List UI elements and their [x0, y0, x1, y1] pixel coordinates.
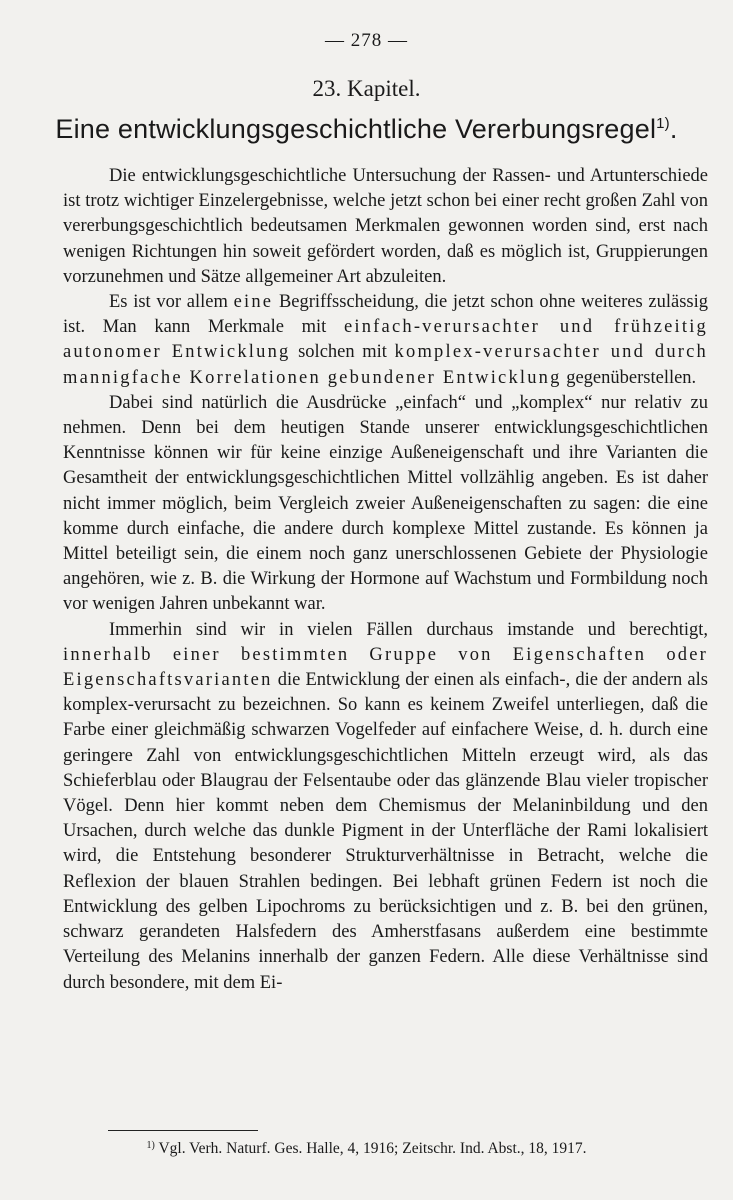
p2-text-c: Begriffsscheidung, die jetzt schon ohne weiteres zulässig ist. Man kann Merkmale mit — [63, 292, 708, 338]
footnote-text: Vgl. Verh. Naturf. Ges. Halle, 4, 1916; Zeitschr. Ind. Abst., 18, 1917. — [154, 1140, 587, 1157]
p4-text-c: die Entwicklung der einen als einfach-, die der andern als komplex-verursacht zu bezeichnen. So kann es keinem Zweifel unterliegen, daß die Farbe einer gleichmäßig schwarzen Vogelfeder auf einfachere Weise, d. h. durch eine geringere Zahl von entwicklungsgeschichtlichen Mitteln erzeugt wird, als das Schieferblau oder Blaugrau der Felsentaube oder das glänzende Blau vieler tropischer Vögel. Denn hier kommt neben dem Chemismus der Melaninbildung und den Ursachen, durch welche das dunkle Pigment in der Unterfläche der Rami lokalisiert wird, die Entstehung besonderer Strukturverhältnisse in Betracht, welche die Reflexion der blauen Strahlen bedingen. Bei lebhaft grünen Federn ist noch die Entwicklung des gelben Lipochroms zu berücksichtigen und z. B. bei den grünen, schwarz gerandeten Halsfedern des Amherstfasans außerdem eine bestimmte Verteilung des Melanins innerhalb der ganzen Federn. Alle diese Verhältnisse sind durch besondere, mit dem Ei- — [63, 670, 708, 993]
p2-emphasis-eine: eine — [233, 292, 274, 313]
chapter-title: Eine entwicklungsgeschichtliche Vererbungsregel$^{1)}$. — [55, 114, 678, 144]
p2-emphasis-einfach: einfach-verursachter und frühzeitig autonomer Entwicklung — [63, 317, 708, 363]
p2-emphasis-komplex: komplex-verursachter und durch mannigfache Korrelationen gebundener Entwicklung — [63, 342, 708, 388]
footnote-divider — [108, 1130, 258, 1131]
title-footnote-mark: 1) — [656, 115, 670, 132]
footnote — [0, 1140, 733, 1158]
p2-text-e: solchen mit — [290, 342, 395, 363]
p2-text-g: gegenüberstellen. — [561, 367, 697, 388]
paragraph-4 — [63, 618, 708, 996]
p4-emphasis-gruppe: innerhalb einer bestimmten Gruppe von Eigenschaften oder Eigenschaftsvarianten — [63, 644, 708, 691]
p2-text-a: Es ist vor allem — [109, 292, 234, 313]
paragraph-2 — [63, 290, 708, 391]
paragraph-3: Dabei sind natürlich die Ausdrücke „einfach“ und „komplex“ nur relativ zu nehmen. Denn bei dem heutigen Stande unserer entwicklungsgeschichtlichen Kenntnisse können wir für keine einzige Außeneigenschaft und ihre Varianten die Gesamtheit der entwicklungsgeschichtlichen Mittel vollzählig angeben. Es ist daher nicht immer möglich, beim Vergleich zweier Außeneigenschaften zu sagen: die eine komme durch einfache, die andere durch komplexe Mittel zustande. Es können ja Mittel beteiligt sein, die einem noch ganz unerschlossenen Gebiete der Physiologie angehören, wie z. B. die Wirkung der Hormone auf Wachstum und Formbildung noch vor wenigen Jahren unbekannt war. — [63, 392, 708, 615]
chapter-heading: 23. Kapitel. — [312, 76, 421, 101]
p4-text-a: Immerhin sind wir in vielen Fällen durchaus imstande und berechtigt, — [109, 619, 708, 640]
footnote-mark: 1) — [146, 1140, 155, 1151]
paragraph-1: Die entwicklungsgeschichtliche Untersuchung der Rassen- und Artunterschiede ist trotz wichtiger Einzelergebnisse, welche jetzt schon bei einer recht großen Zahl von vererbungsgeschichtlich bedeutsamen Merkmalen gewonnen worden sind, erst nach wenigen Richtungen hin soweit gefördert worden, daß es möglich ist, Gruppierungen vorzunehmen und Sätze allgemeiner Art abzuleiten. — [63, 166, 708, 287]
body-text — [63, 164, 708, 996]
page-number: — 278 — — [325, 30, 408, 51]
chapter-title-text: Eine entwicklungsgeschichtliche Vererbungsregel — [55, 114, 657, 144]
